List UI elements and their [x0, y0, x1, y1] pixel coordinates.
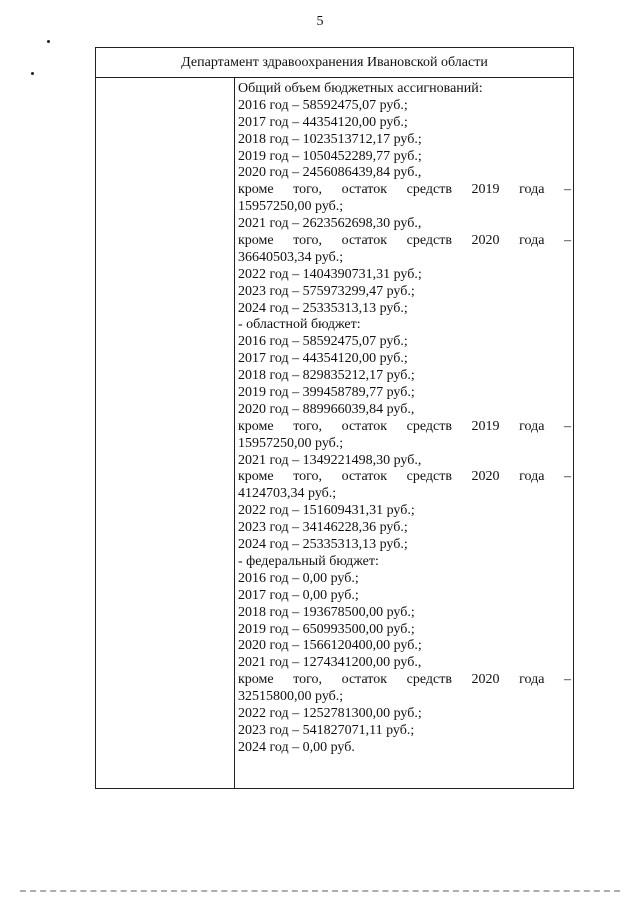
justified-word: средств: [406, 233, 452, 249]
remainder-amount: 4124703,34 руб.;: [238, 486, 337, 502]
page-number: 5: [316, 14, 324, 29]
justified-word: кроме: [238, 418, 274, 434]
justified-word: –: [564, 418, 571, 434]
justified-word: остаток: [341, 469, 388, 485]
regional-year-line: 2018 год – 829835212,17 руб.;: [238, 368, 415, 384]
total-year-line: 2017 год – 44354120,00 руб.;: [238, 114, 408, 130]
regional-year-line: 2019 год – 399458789,77 руб.;: [238, 385, 415, 401]
federal-year-line: 2016 год – 0,00 руб.;: [238, 570, 359, 586]
justified-word: средств: [406, 182, 452, 198]
federal-year-line: 2021 год – 1274341200,00 руб.,: [238, 655, 422, 671]
remainder-amount: 15957250,00 руб.;: [238, 199, 344, 215]
scan-edge-noise: [20, 890, 620, 894]
federal-year-line: 2018 год – 193678500,00 руб.;: [238, 604, 415, 620]
federal-year-line: 2017 год – 0,00 руб.;: [238, 587, 359, 603]
justified-word: кроме: [238, 469, 274, 485]
justified-word: 2019: [471, 418, 500, 434]
justified-word: средств: [406, 672, 452, 688]
justified-word: года: [519, 233, 545, 249]
justified-word: того,: [293, 418, 323, 434]
justified-word: –: [564, 469, 571, 485]
table-header: Департамент здравоохранения Ивановской области: [96, 48, 573, 78]
total-year-line: 2021 год – 2623562698,30 руб.,: [238, 216, 422, 232]
regional-year-line: 2016 год – 58592475,07 руб.;: [238, 334, 408, 350]
total-year-line: 2020 год – 2456086439,84 руб.,: [238, 165, 422, 181]
justified-word: того,: [293, 672, 323, 688]
justified-word: года: [519, 418, 545, 434]
justified-word: –: [564, 233, 571, 249]
regional-year-line: 2021 год – 1349221498,30 руб.,: [238, 452, 422, 468]
federal-year-line: 2019 год – 650993500,00 руб.;: [238, 621, 415, 637]
table-left-cell: [96, 78, 235, 788]
justified-word: 2020: [471, 469, 500, 485]
federal-year-line: 2022 год – 1252781300,00 руб.;: [238, 705, 422, 721]
justified-word: того,: [293, 469, 323, 485]
justified-word: года: [519, 672, 545, 688]
total-year-line: 2023 год – 575973299,47 руб.;: [238, 283, 415, 299]
justified-word: того,: [293, 233, 323, 249]
scan-speck: [31, 72, 34, 75]
justified-word: –: [564, 182, 571, 198]
regional-year-line: 2020 год – 889966039,84 руб.,: [238, 401, 415, 417]
total-heading: Общий объем бюджетных ассигнований:: [238, 81, 483, 96]
regional-year-line: 2017 год – 44354120,00 руб.;: [238, 351, 408, 367]
federal-year-line: 2020 год – 1566120400,00 руб.;: [238, 638, 422, 654]
justified-word: 2020: [471, 233, 500, 249]
total-year-line: 2016 год – 58592475,07 руб.;: [238, 97, 408, 113]
total-year-line: 2024 год – 25335313,13 руб.;: [238, 300, 408, 316]
federal-year-line: 2023 год – 541827071,11 руб.;: [238, 722, 415, 738]
regional-year-line: 2023 год – 34146228,36 руб.;: [238, 520, 408, 536]
justified-word: остаток: [341, 182, 388, 198]
remainder-line: [238, 182, 571, 199]
justified-word: года: [519, 469, 545, 485]
scan-speck: [47, 40, 50, 43]
federal-heading: - федеральный бюджет:: [238, 553, 379, 569]
remainder-amount: 32515800,00 руб.;: [238, 689, 344, 705]
total-year-line: 2018 год – 1023513712,17 руб.;: [238, 131, 422, 147]
remainder-line: [238, 233, 571, 250]
justified-word: кроме: [238, 182, 274, 198]
justified-word: года: [519, 182, 545, 198]
justified-word: остаток: [341, 672, 388, 688]
justified-word: 2020: [471, 672, 500, 688]
remainder-amount: 15957250,00 руб.;: [238, 435, 344, 451]
justified-word: средств: [406, 418, 452, 434]
justified-word: кроме: [238, 672, 274, 688]
justified-word: 2019: [471, 182, 500, 198]
justified-word: кроме: [238, 233, 274, 249]
budget-table: [95, 47, 574, 789]
table-right-cell: [235, 78, 573, 788]
regional-year-line: 2024 год – 25335313,13 руб.;: [238, 537, 408, 553]
federal-year-line: 2024 год – 0,00 руб.: [238, 739, 355, 755]
justified-word: остаток: [341, 233, 388, 249]
justified-word: средств: [406, 469, 452, 485]
regional-year-line: 2022 год – 151609431,31 руб.;: [238, 503, 415, 519]
remainder-amount: 36640503,34 руб.;: [238, 249, 344, 265]
remainder-line: [238, 672, 571, 689]
justified-word: –: [564, 672, 571, 688]
remainder-line: [238, 469, 571, 486]
total-year-line: 2019 год – 1050452289,77 руб.;: [238, 148, 422, 164]
regional-heading: - областной бюджет:: [238, 317, 361, 333]
remainder-line: [238, 419, 571, 436]
justified-word: остаток: [341, 418, 388, 434]
total-year-line: 2022 год – 1404390731,31 руб.;: [238, 266, 422, 282]
justified-word: того,: [293, 182, 323, 198]
